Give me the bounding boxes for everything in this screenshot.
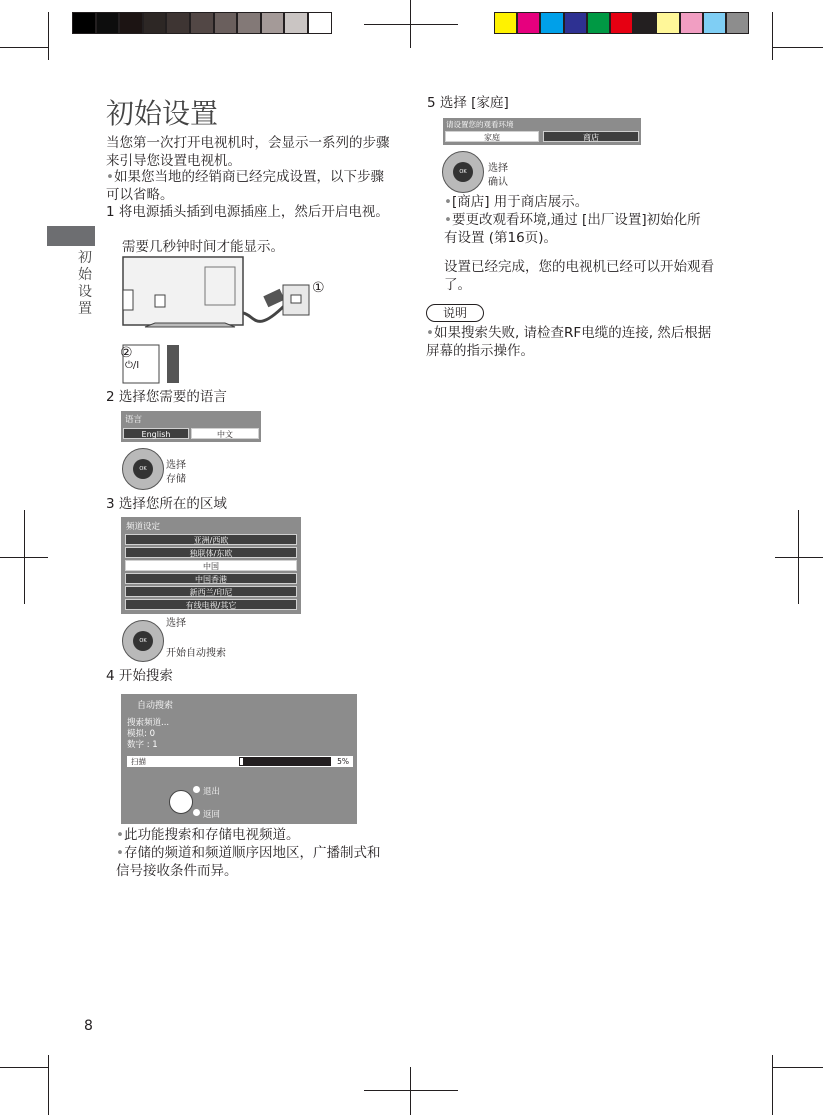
region-menu-title: 频道设定 (126, 522, 161, 532)
page-number: 8 (84, 1018, 93, 1034)
step5-bullet: •[商店] 用于商店展示。 (444, 194, 589, 210)
note-badge: 说明 (426, 304, 484, 322)
scan-row (127, 756, 353, 767)
calibration-swatch (143, 12, 167, 34)
language-option-english[interactable]: English (123, 428, 189, 439)
calibration-swatch (261, 12, 285, 34)
language-menu-title: 语言 (125, 415, 143, 425)
language-option-chinese[interactable]: 中文 (191, 428, 259, 439)
setup-complete-text: 设置已经完成，您的电视机已经可以开始观看了。 (444, 259, 714, 293)
region-option[interactable]: 新西兰/印尼 (125, 586, 297, 597)
calibration-swatch (587, 12, 610, 34)
calibration-swatch (96, 12, 120, 34)
environment-menu (443, 118, 641, 145)
region-option[interactable]: 中国 (125, 560, 297, 571)
exit-dot (193, 786, 200, 793)
step1-note: 需要几秒钟时间才能显示。 (122, 239, 284, 255)
analog-count: 模拟: 0 (127, 729, 155, 739)
digital-count: 数字 : 1 (127, 740, 158, 750)
language-menu (121, 411, 261, 442)
side-tab-marker (47, 226, 95, 246)
remote-label-select: 选择 (166, 618, 186, 629)
calibration-swatch (494, 12, 517, 34)
remote-label-start-search: 开始自动搜索 (166, 648, 226, 659)
calibration-swatch (166, 12, 190, 34)
region-option[interactable]: 独联体/东欧 (125, 547, 297, 558)
calibration-swatch (190, 12, 214, 34)
calibration-swatch (633, 12, 656, 34)
remote-label-select: 选择 (488, 163, 508, 174)
step3-heading: 3 选择您所在的区域 (106, 496, 227, 512)
step5-bullet: •要更改观看环境,通过 [出厂设置]初始化所有设置 (第16页)。 (444, 212, 701, 246)
calibration-swatch (119, 12, 143, 34)
auto-search-screen (121, 694, 357, 824)
calibration-swatch (214, 12, 238, 34)
step4-bullet: •此功能搜索和存储电视频道。 (116, 827, 300, 843)
page-title: 初始设置 (106, 97, 219, 130)
step4-bullet: •存储的频道和频道顺序因地区，广播制式和信号接收条件而异。 (116, 845, 381, 879)
region-menu (121, 517, 301, 614)
calibration-swatch (726, 12, 749, 34)
progress-percent: 5% (337, 757, 349, 766)
environment-option-home[interactable]: 家庭 (445, 131, 539, 142)
remote-label-store: 存储 (166, 474, 186, 485)
step5-heading: 5 选择 [家庭] (427, 95, 509, 111)
progress-track (239, 757, 331, 766)
region-option[interactable]: 亚洲/西欧 (125, 534, 297, 545)
calibration-swatch (680, 12, 703, 34)
region-option[interactable]: 有线电视/其它 (125, 599, 297, 610)
remote-dpad-icon: OK (122, 448, 164, 490)
region-option[interactable]: 中国香港 (125, 573, 297, 584)
calibration-swatch (284, 12, 308, 34)
calibration-swatch (237, 12, 261, 34)
remote-dpad-icon: OK (442, 151, 484, 193)
environment-option-store[interactable]: 商店 (543, 131, 639, 142)
tv-power-illustration (115, 255, 335, 385)
step4-heading: 4 开始搜索 (106, 668, 173, 684)
calibration-swatch (540, 12, 563, 34)
callout-1: ① (312, 280, 325, 296)
note-bullet: •如果搜索失败, 请检查RF电缆的连接, 然后根据屏幕的指示操作。 (426, 325, 712, 359)
environment-menu-title: 请设置您的观看环境 (446, 120, 514, 129)
side-tab-label: 初始设置 (78, 250, 92, 317)
power-button-label: ⏻/I (125, 360, 140, 371)
return-dot (193, 809, 200, 816)
remote-dpad-icon: OK (122, 620, 164, 662)
exit-label[interactable]: 退出 (203, 787, 221, 797)
auto-search-title: 自动搜索 (137, 701, 174, 711)
step1-text: 1 将电源插头插到电源插座上，然后开启电视。 (106, 204, 389, 220)
calibration-swatch (308, 12, 332, 34)
calibration-swatch (656, 12, 679, 34)
return-label[interactable]: 返回 (203, 810, 221, 820)
nav-dpad-icon (169, 790, 193, 814)
calibration-swatch (517, 12, 540, 34)
remote-label-select: 选择 (166, 460, 186, 471)
intro-bullet: •如果您当地的经销商已经完成设置，以下步骤可以省略。 (106, 169, 384, 203)
calibration-swatch (72, 12, 96, 34)
callout-2: ② (120, 345, 133, 361)
scan-label: 扫描 (131, 757, 146, 766)
calibration-swatch (703, 12, 726, 34)
calibration-swatch (564, 12, 587, 34)
step2-heading: 2 选择您需要的语言 (106, 389, 227, 405)
remote-label-confirm: 确认 (488, 177, 508, 188)
progress-fill (239, 757, 244, 766)
search-status-line: 搜索频道... (127, 718, 170, 728)
intro-paragraph: 当您第一次打开电视机时，会显示一系列的步骤来引导您设置电视机。 (106, 135, 390, 169)
calibration-swatch (610, 12, 633, 34)
